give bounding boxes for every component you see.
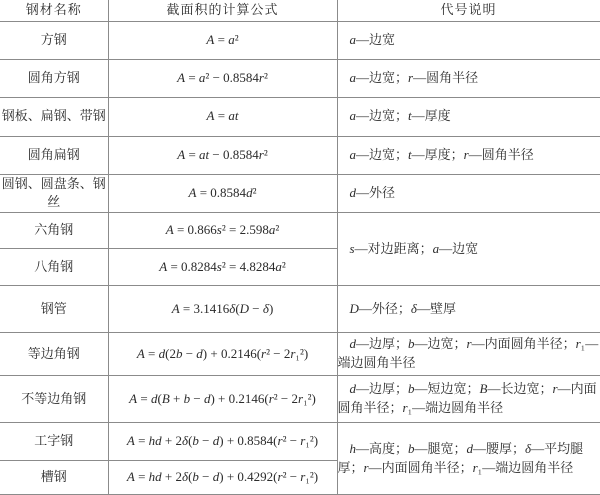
formula-cell: A = 0.866s² = 2.598a² [108, 213, 337, 249]
formula-cell: A = d(B + b − d) + 0.2146(r² − 2r₁²) [108, 376, 337, 423]
legend-cell: D—外径；δ—壁厚 [337, 286, 600, 333]
formula-cell: A = 0.8284s² = 4.8284a² [108, 249, 337, 286]
legend-cell-merged: h—高度；b—腿宽；d—腰厚；δ—平均腿厚；r—内面圆角半径；r₁—端边圆角半径 [337, 423, 600, 495]
formula-cell: A = a² − 0.8584r² [108, 59, 337, 97]
formula-cell: A = hd + 2δ(b − d) + 0.4292(r² − r₁²) [108, 461, 337, 495]
material-name-cell: 钢板、扁钢、带钢 [0, 97, 108, 136]
material-name-cell: 方钢 [0, 21, 108, 59]
legend-cell: a—边宽 [337, 21, 600, 59]
material-name-cell: 圆钢、圆盘条、钢丝 [0, 174, 108, 213]
header-material-name: 钢材名称 [0, 0, 108, 21]
table-row [0, 97, 600, 136]
table-row [0, 136, 600, 174]
table-row [0, 213, 600, 249]
legend-cell: a—边宽；t—厚度 [337, 97, 600, 136]
table-row [0, 59, 600, 97]
table-row [0, 286, 600, 333]
table-row [0, 423, 600, 461]
table-row [0, 174, 600, 213]
material-name-cell: 不等边角钢 [0, 376, 108, 423]
legend-cell: d—外径 [337, 174, 600, 213]
formula-cell: A = at − 0.8584r² [108, 136, 337, 174]
formula-cell: A = d(2b − d) + 0.2146(r² − 2r₁²) [108, 333, 337, 376]
table-row [0, 333, 600, 376]
material-name-cell: 八角钢 [0, 249, 108, 286]
material-name-cell: 圆角方钢 [0, 59, 108, 97]
formula-cell: A = hd + 2δ(b − d) + 0.8584(r² − r₁²) [108, 423, 337, 461]
table-row [0, 21, 600, 59]
material-name-cell: 钢管 [0, 286, 108, 333]
legend-cell-merged: s—对边距离；a—边宽 [337, 213, 600, 286]
formula-cell: A = 3.1416δ(D − δ) [108, 286, 337, 333]
legend-cell: d—边厚；b—边宽；r—内面圆角半径；r₁—端边圆角半径 [337, 333, 600, 376]
legend-cell: d—边厚；b—短边宽；B—长边宽；r—内面圆角半径；r₁—端边圆角半径 [337, 376, 600, 423]
header-legend: 代号说明 [337, 0, 600, 21]
material-name-cell: 槽钢 [0, 461, 108, 495]
formula-cell: A = 0.8584d² [108, 174, 337, 213]
material-name-cell: 六角钢 [0, 213, 108, 249]
material-name-cell: 工字钢 [0, 423, 108, 461]
header-row [0, 0, 600, 21]
legend-cell: a—边宽；t—厚度；r—圆角半径 [337, 136, 600, 174]
header-formula: 截面积的计算公式 [108, 0, 337, 21]
legend-cell: a—边宽；r—圆角半径 [337, 59, 600, 97]
material-name-cell: 等边角钢 [0, 333, 108, 376]
formula-cell: A = a² [108, 21, 337, 59]
table-row [0, 376, 600, 423]
formula-cell: A = at [108, 97, 337, 136]
material-name-cell: 圆角扁钢 [0, 136, 108, 174]
